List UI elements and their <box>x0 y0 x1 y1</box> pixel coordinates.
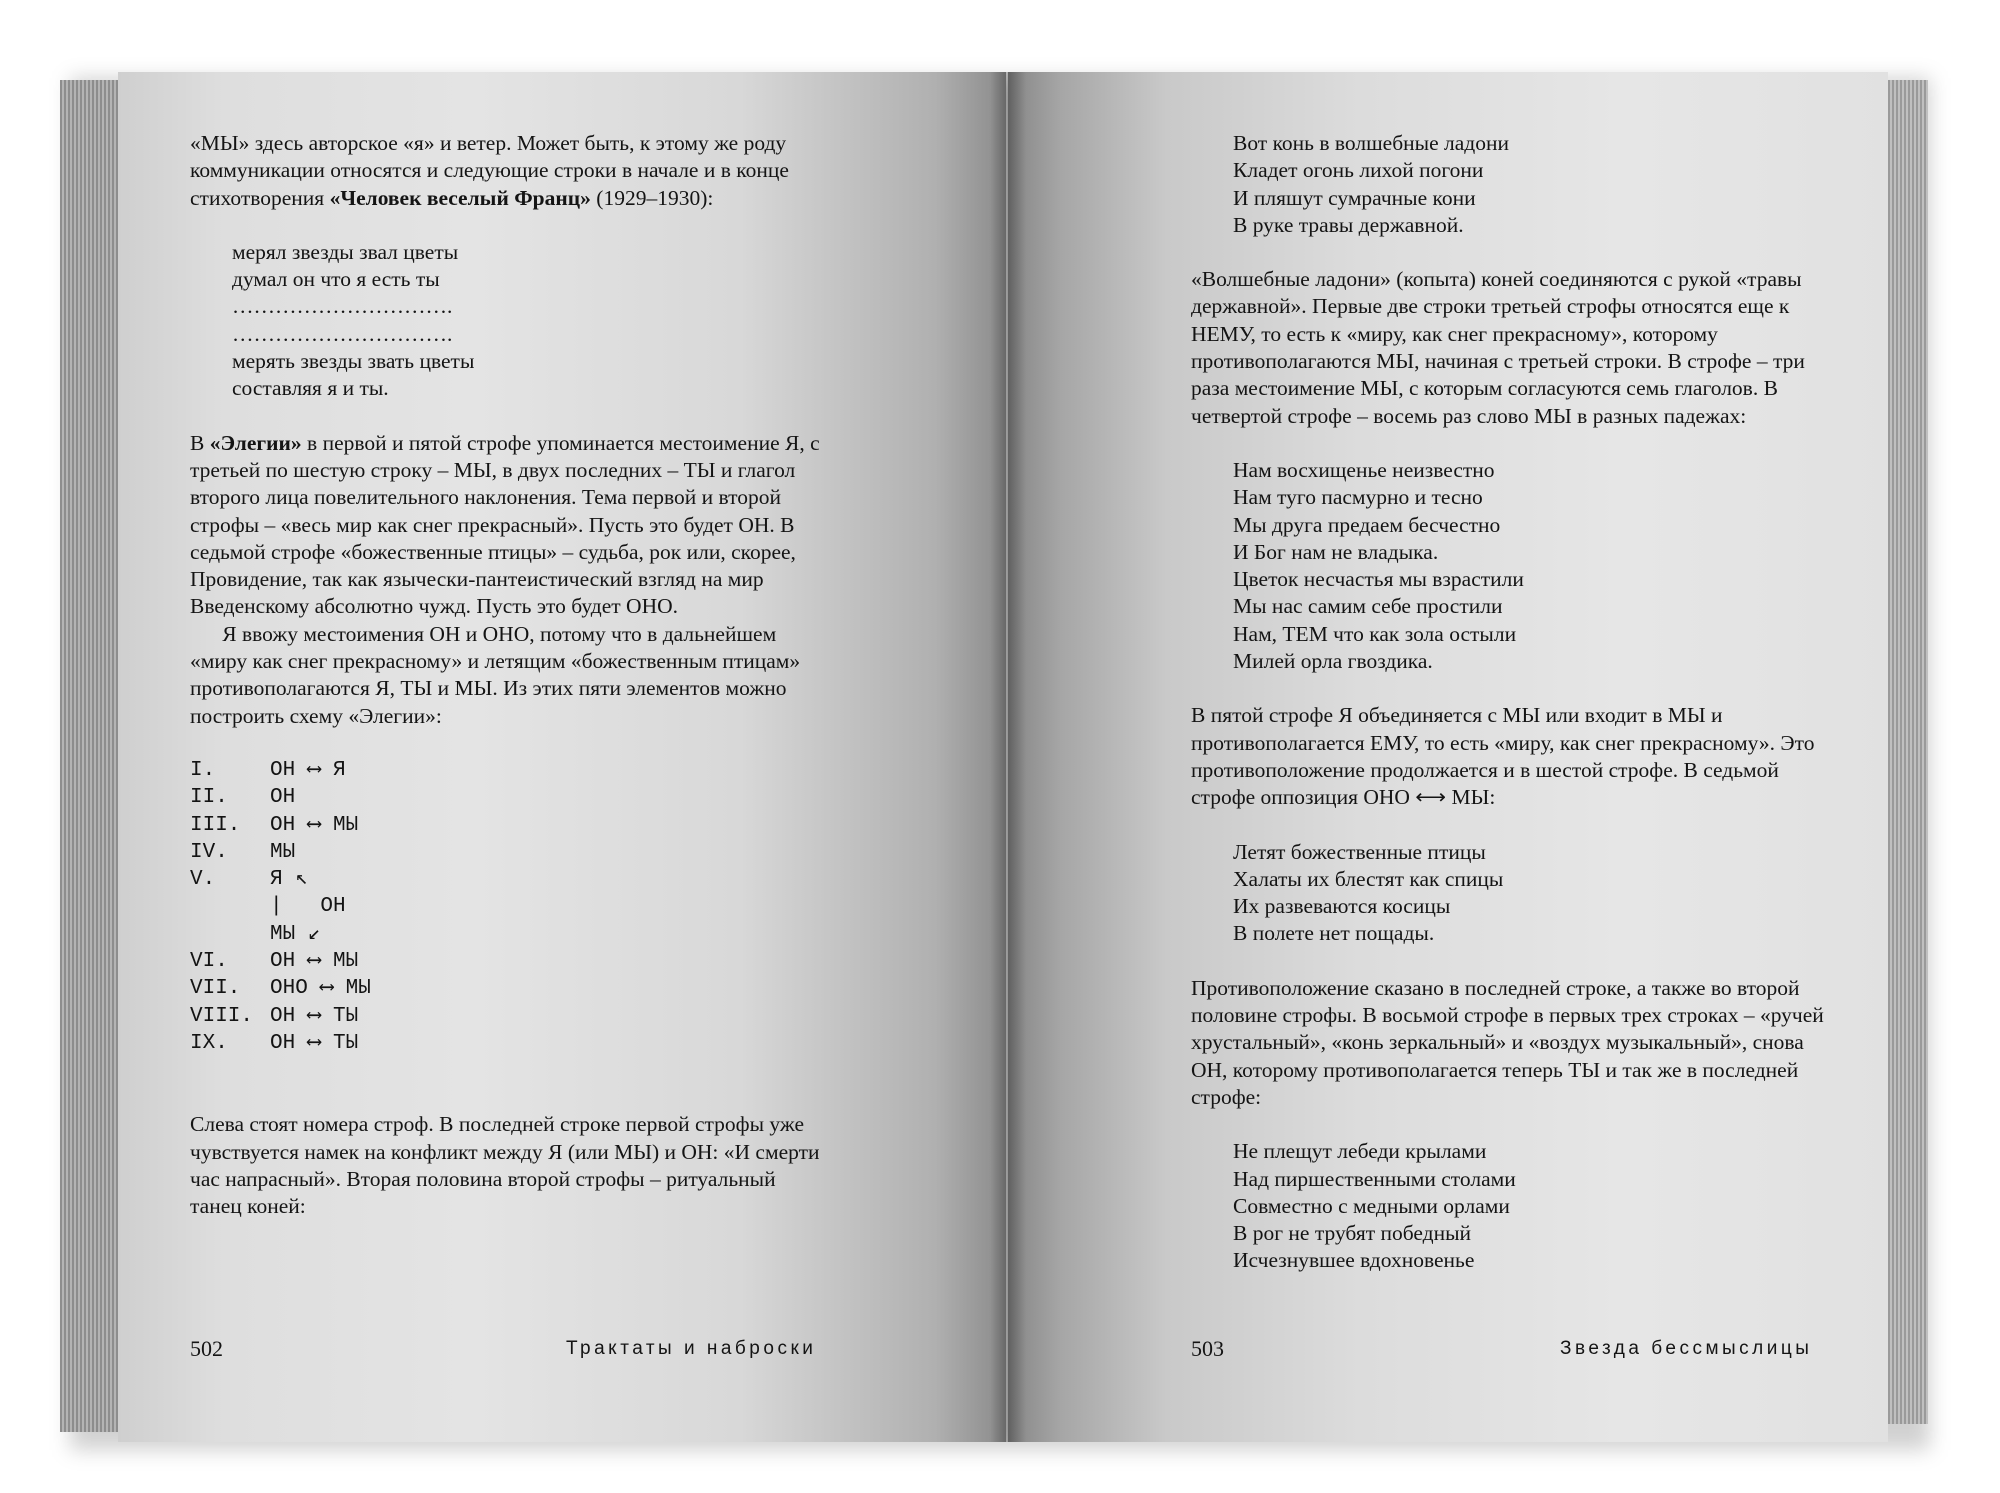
scheme-relation: ОН ⟷ МЫ <box>270 813 359 837</box>
verse-line: Мы нас самим себе простили <box>1233 594 1503 619</box>
stanza-number: VII. <box>190 977 241 1001</box>
scheme-row <box>190 921 830 948</box>
book-gutter <box>990 72 1026 1442</box>
scheme-relation: МЫ ↙ <box>270 922 321 946</box>
paragraph: Противоположение сказано в последней строке, а также во второй половине строфы. В восьмой строфе в первых трех строках – «ручей хрустальный», «конь зеркальный» и «воздух музыкальный», снова ОН, которому противополагается теперь ТЫ и так же в последней строфе: <box>1191 975 1824 1109</box>
stanza-number: V. <box>190 868 216 892</box>
text-run: (1929–1930): <box>590 185 714 210</box>
verse-line: Цветок несчастья мы взрастили <box>1233 567 1524 592</box>
verse-line: Исчезнувшее вдохновенье <box>1233 1248 1475 1273</box>
verse-line: Милей орла гвоздика. <box>1233 649 1433 674</box>
paragraph: «Волшебные ладони» (копыта) коней соединяются с рукой «травы державной». Первые две строки третьей строфы относятся еще к НЕМУ, то есть к «миру, как снег прекрасному», которому противополагаются МЫ, начиная с третьей строки. В строфе – три раза местоимение МЫ, с которым согласуются семь глаголов. В четвертой строфе – восемь раз слово МЫ в разных падежах: <box>1191 267 1805 428</box>
verse-line: Летят божественные птицы <box>1233 839 1486 864</box>
verse-line: Нам, ТЕМ что как зола остыли <box>1233 621 1517 646</box>
verse-line: Халаты их блестят как спицы <box>1233 866 1504 891</box>
stanza-scheme <box>190 757 830 1057</box>
verse-quote <box>1233 457 1841 675</box>
scheme-relation: | ОН <box>270 895 346 919</box>
verse-line: …………………………. <box>232 294 453 319</box>
verse-line: И Бог нам не владыка. <box>1233 539 1439 564</box>
verse-line: Их развеваются косицы <box>1233 894 1451 919</box>
verse-line: В рог не трубят победный <box>1233 1221 1472 1246</box>
verse-line: В полете нет пощады. <box>1233 921 1435 946</box>
scheme-relation: ОНО ⟷ МЫ <box>270 977 371 1001</box>
stanza-number: IV. <box>190 840 228 864</box>
verse-line: Вот конь в волшебные ладони <box>1233 131 1509 155</box>
scheme-row <box>190 866 830 893</box>
running-title: Трактаты и наброски <box>566 1338 817 1359</box>
left-page-text <box>190 130 830 1220</box>
running-title: Звезда бессмыслицы <box>1560 1338 1813 1359</box>
text-run: В <box>190 430 210 455</box>
poem-title: «Человек веселый Франц» <box>329 185 591 210</box>
scheme-relation: ОН ⟷ ТЫ <box>270 1004 359 1028</box>
scheme-row <box>190 839 830 866</box>
verse-line: …………………………. <box>232 321 453 346</box>
scheme-row <box>190 784 830 811</box>
paragraph: Я ввожу местоимения ОН и ОНО, потому что в дальнейшем «миру как снег прекрасному» и летящим «божественным птицам» противополагаются Я, ТЫ и МЫ. Из этих пяти элементов можно построить схему «Элегии»: <box>190 621 801 728</box>
stanza-number <box>190 921 270 948</box>
scheme-row <box>190 1030 830 1057</box>
page-number: 503 <box>1191 1336 1224 1361</box>
right-page <box>1008 72 1888 1442</box>
stanza-number: VI. <box>190 950 228 974</box>
scheme-row <box>190 893 830 920</box>
stanza-number <box>190 893 270 920</box>
scheme-relation: ОН ⟷ ТЫ <box>270 1031 359 1055</box>
verse-quote <box>1233 130 1841 239</box>
stanza-number: II. <box>190 786 228 810</box>
scheme-relation: Я ↖ <box>270 868 308 892</box>
scheme-row <box>190 757 830 784</box>
verse-line: Совместно с медными орлами <box>1233 1193 1510 1218</box>
verse-line: мерял звезды звал цветы <box>232 239 459 264</box>
scheme-row <box>190 1003 830 1030</box>
scheme-relation: ОН <box>270 786 296 810</box>
scheme-relation: ОН ⟷ Я <box>270 758 346 782</box>
poem-title: «Элегии» <box>209 430 302 455</box>
verse-line: И пляшут сумрачные кони <box>1233 185 1476 210</box>
paragraph <box>190 430 830 621</box>
stanza-number: III. <box>190 813 241 837</box>
verse-line: мерять звезды звать цветы <box>232 349 475 374</box>
page-number: 502 <box>190 1336 223 1361</box>
stanza-number: IX. <box>190 1031 228 1055</box>
verse-quote <box>1233 1138 1841 1274</box>
text-run: «МЫ» здесь авторское «я» и ветер. Может быть, к этому же роду коммуникации относятся и следующие строки в начале и в конце стихотворения <box>190 131 789 210</box>
verse-line: Нам туго пасмурно и тесно <box>1233 485 1483 510</box>
verse-line: Нам восхищенье неизвестно <box>1233 457 1495 482</box>
right-page-text <box>1191 130 1841 1275</box>
text-run: в первой и пятой строфе упоминается местоимение Я, с третьей по шестую строку – МЫ, в двух последних – ТЫ и глагол второго лица повелительного наклонения. Тема первой и второй строфы – «весь мир как снег прекрасный». Пусть это будет ОН. В седьмой строфе «божественные птицы» – судьба, рок или, скорее, Провидение, так как язычески-пантеистический взгляд на мир Введенскому абсолютно чужд. Пусть это будет ОНО. <box>190 430 820 619</box>
paragraph: В пятой строфе Я объединяется с МЫ или входит в МЫ и противополагается ЕМУ, то есть «миру, как снег прекрасному». Это противоположение продолжается и в шестой строфе. В седьмой строфе оппозиция ОНО ⟷ МЫ: <box>1191 703 1815 810</box>
verse-quote <box>1233 839 1841 948</box>
verse-line: Не плещут лебеди крылами <box>1233 1139 1487 1164</box>
verse-line: думал он что я есть ты <box>232 267 440 292</box>
verse-line: Кладет огонь лихой погони <box>1233 158 1484 183</box>
left-page <box>118 72 1006 1442</box>
paragraph <box>190 130 830 212</box>
scheme-row <box>190 948 830 975</box>
scheme-row <box>190 975 830 1002</box>
verse-quote <box>232 239 830 403</box>
scheme-row <box>190 812 830 839</box>
stanza-number: VIII. <box>190 1004 254 1028</box>
scheme-relation: ОН ⟷ МЫ <box>270 950 359 974</box>
verse-line: Мы друга предаем бесчестно <box>1233 512 1501 537</box>
stanza-number: I. <box>190 758 216 782</box>
scheme-relation: МЫ <box>270 840 296 864</box>
verse-line: В руке травы державной. <box>1233 212 1464 237</box>
verse-line: составляя я и ты. <box>232 376 389 401</box>
paragraph: Слева стоят номера строф. В последней строке первой строфы уже чувствуется намек на конфликт между Я (или МЫ) и ОН: «И смерти час напрасный». Вторая половина второй строфы – ритуальный танец коней: <box>190 1112 820 1219</box>
verse-line: Над пиршественными столами <box>1233 1166 1516 1191</box>
